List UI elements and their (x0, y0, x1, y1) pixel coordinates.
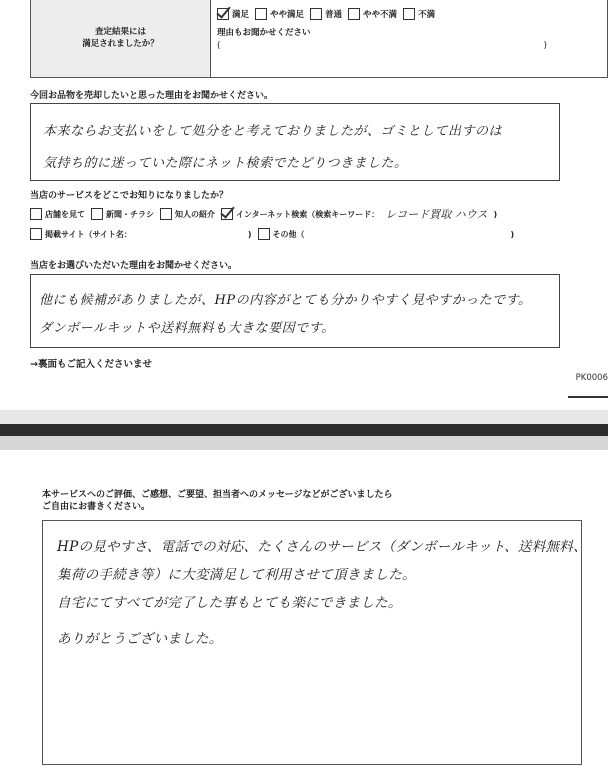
checkbox-icon[interactable] (403, 8, 415, 20)
sell-reason-answer-box[interactable] (30, 103, 560, 181)
satisfaction-question: 査定結果には 満足されましたか？ (31, 0, 211, 77)
satisfaction-answer (211, 0, 607, 77)
checkbox-checked-icon[interactable] (217, 8, 229, 20)
handwritten-line: 本来ならお支払いをして処分をと考えておりましたが、ゴミとして出すのは (43, 124, 503, 139)
feedback-answer-box[interactable] (42, 520, 587, 765)
checkbox-icon[interactable] (255, 8, 267, 20)
choose-reason-question: 当店をお選びいただいた理由をお聞かせください。 (30, 261, 238, 271)
search-keyword: レコード買取 ハウス (385, 208, 488, 221)
checkbox-checked-icon[interactable] (221, 208, 233, 220)
satisfaction-table (30, 0, 608, 78)
divider (568, 396, 608, 398)
reason-field[interactable]: ( ) (217, 41, 547, 51)
handwritten-line: 集荷の手続き等）に大変満足して利用させて頂きました。 (57, 567, 416, 583)
checkbox-icon[interactable] (91, 208, 103, 220)
option-listing-site[interactable]: 掲載サイト（サイト名： (30, 228, 132, 240)
survey-page-back (0, 450, 608, 775)
source-options-row-2: 掲載サイト（サイト名： ) その他（ ) (30, 228, 514, 240)
satisfaction-options (217, 8, 607, 20)
back-side-note: →裏面もご記入くださいませ (30, 359, 152, 370)
handwritten-line: 他にも候補がありましたが、HPの内容がとても分かりやすく見やすかったです。 (39, 293, 532, 308)
handwritten-line: 気持ち的に迷っていた際にネット検索でたどりつきました。 (43, 156, 408, 171)
option-store[interactable]: 店舗を見て (30, 208, 85, 220)
source-options-row-1: 店舗を見て 新聞・チラシ 知人の紹介 インターネット検索（検索キーワード： レコード買取 ハウス ) (30, 206, 497, 222)
option-somewhat-satisfied[interactable]: やや満足 (255, 8, 304, 20)
checkbox-icon[interactable] (30, 228, 42, 240)
sell-reason-question: 今回お品物を売却したいと思った理由をお聞かせください。 (30, 91, 274, 101)
handwritten-line: 自宅にてすべてが完了した事もとても楽にできました。 (57, 595, 402, 611)
reason-label: 理由もお聞かせください (217, 28, 311, 38)
checkbox-icon[interactable] (160, 208, 172, 220)
handwritten-line: ありがとうございました。 (57, 631, 223, 647)
option-internet[interactable]: インターネット検索（検索キーワード： (221, 208, 379, 220)
form-code: PK0006 (575, 373, 608, 383)
option-other[interactable]: その他（ (258, 228, 305, 240)
choose-reason-answer-box[interactable] (30, 274, 560, 348)
option-dissatisfied[interactable]: 不満 (403, 8, 435, 20)
option-somewhat-dissatisfied[interactable]: やや不満 (348, 8, 397, 20)
checkbox-icon[interactable] (258, 228, 270, 240)
scan-separator (0, 410, 608, 450)
option-satisfied[interactable]: 満足 (217, 8, 249, 20)
checkbox-icon[interactable] (348, 8, 360, 20)
checkbox-icon[interactable] (310, 8, 322, 20)
checkbox-icon[interactable] (30, 208, 42, 220)
handwritten-line: ダンボールキットや送料無料も大きな要因です。 (39, 321, 335, 336)
option-neutral[interactable]: 普通 (310, 8, 342, 20)
option-referral[interactable]: 知人の紹介 (160, 208, 215, 220)
handwritten-line: HPの見やすさ、電話での対応、たくさんのサービス（ダンボールキット、送料無料、 (57, 539, 587, 555)
option-newspaper[interactable]: 新聞・チラシ (91, 208, 154, 220)
source-question: 当店のサービスをどこでお知りになりましたか？ (30, 191, 229, 201)
feedback-instruction: 本サービスへのご評価、ご感想、ご要望、担当者へのメッセージなどがございましたら ご自由にお書きください。 (42, 490, 393, 512)
